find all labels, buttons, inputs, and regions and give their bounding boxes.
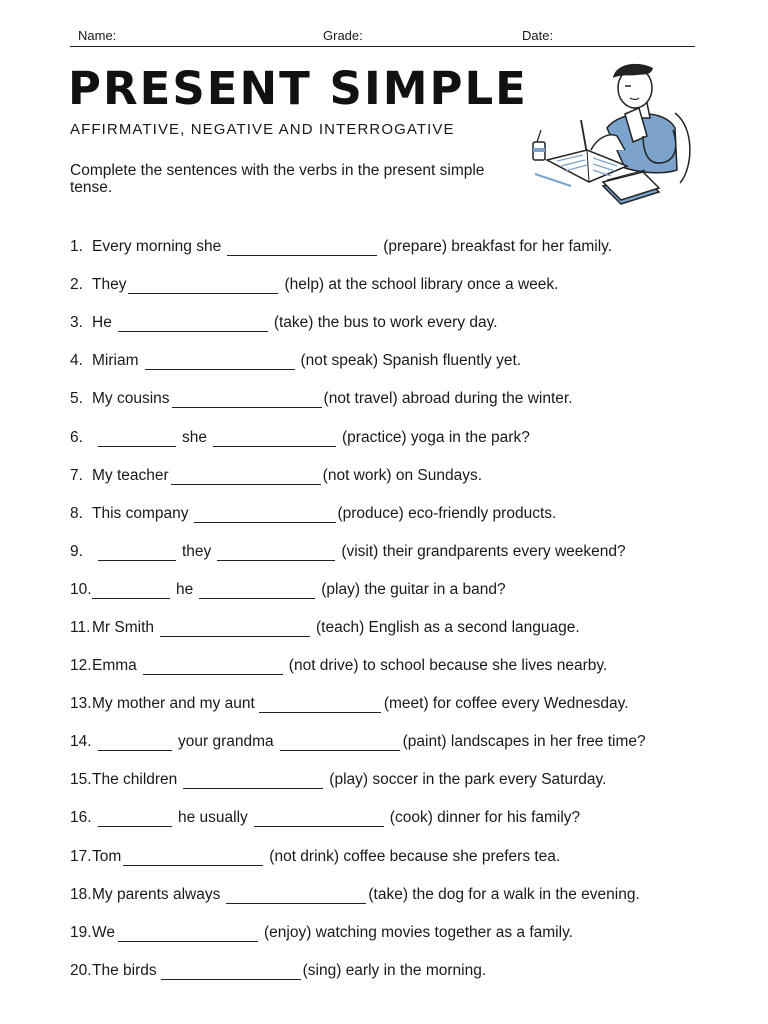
item-text-before: Tom <box>92 847 122 865</box>
answer-blank[interactable] <box>194 505 336 523</box>
exercise-item <box>70 228 710 266</box>
exercise-list <box>70 228 710 990</box>
item-text-after: (not work) on Sundays. <box>322 466 483 484</box>
item-text-before: The birds <box>92 961 157 979</box>
answer-blank[interactable] <box>128 276 278 294</box>
item-number: 3. <box>70 314 83 332</box>
item-text-middle: your grandma <box>178 733 274 751</box>
answer-blank[interactable] <box>118 924 258 942</box>
item-text-before: Miriam <box>92 352 139 370</box>
item-text-before: Mr Smith <box>92 618 154 636</box>
exercise-item <box>70 571 710 609</box>
item-number: 19. <box>70 923 92 941</box>
answer-blank[interactable] <box>123 848 263 866</box>
item-number: 13. <box>70 695 92 713</box>
answer-blank[interactable] <box>213 429 336 447</box>
item-text-before: My teacher <box>92 466 169 484</box>
item-number: 12. <box>70 657 92 675</box>
item-text-after: (produce) eco-friendly products. <box>337 504 557 522</box>
student-info-header <box>70 26 695 47</box>
item-number: 6. <box>70 428 83 446</box>
answer-blank[interactable] <box>98 733 172 751</box>
answer-blank[interactable] <box>259 695 381 713</box>
item-number: 8. <box>70 504 83 522</box>
exercise-item <box>70 418 710 456</box>
item-text-before: Every morning she <box>92 238 222 256</box>
item-number: 20. <box>70 961 92 979</box>
item-text-after: (visit) their grandparents every weekend? <box>341 542 626 560</box>
item-number: 7. <box>70 466 83 484</box>
exercise-item <box>70 685 710 723</box>
name-label: Name: <box>78 28 117 43</box>
item-text-after: (sing) early in the morning. <box>302 961 487 979</box>
date-label: Date: <box>522 28 554 43</box>
item-text-after: (meet) for coffee every Wednesday. <box>383 695 629 713</box>
item-number: 1. <box>70 238 83 256</box>
item-text-middle: she <box>182 428 207 446</box>
exercise-item <box>70 304 710 342</box>
item-text-after: (take) the dog for a walk in the evening. <box>368 885 640 903</box>
exercise-item <box>70 457 710 495</box>
answer-blank[interactable] <box>143 657 283 675</box>
answer-blank[interactable] <box>118 314 268 332</box>
item-number: 2. <box>70 276 83 294</box>
item-text-before: He <box>92 314 112 332</box>
item-text-after: (play) the guitar in a band? <box>321 580 506 598</box>
answer-blank[interactable] <box>98 543 176 561</box>
item-text-after: (not travel) abroad during the winter. <box>323 390 573 408</box>
exercise-item <box>70 342 710 380</box>
answer-blank[interactable] <box>145 352 295 370</box>
worksheet-subtitle: AFFIRMATIVE, NEGATIVE AND INTERROGATIVE <box>70 121 455 138</box>
item-text-after: (teach) English as a second language. <box>316 618 580 636</box>
item-text-after: (cook) dinner for his family? <box>389 809 581 827</box>
item-number: 15. <box>70 771 92 789</box>
item-text-before: We <box>92 923 115 941</box>
item-number: 11. <box>70 618 91 636</box>
item-text-after: (not drink) coffee because she prefers tea. <box>269 847 561 865</box>
answer-blank[interactable] <box>226 886 366 904</box>
item-text-after: (play) soccer in the park every Saturday. <box>329 771 607 789</box>
instructions-text: Complete the sentences with the verbs in the present simple tense. <box>70 162 485 196</box>
answer-blank[interactable] <box>254 809 384 827</box>
answer-blank[interactable] <box>217 543 335 561</box>
exercise-item <box>70 495 710 533</box>
answer-blank[interactable] <box>160 619 310 637</box>
exercise-item <box>70 838 710 876</box>
exercise-item <box>70 914 710 952</box>
answer-blank[interactable] <box>199 581 315 599</box>
item-text-before: My mother and my aunt <box>92 695 255 713</box>
grade-label: Grade: <box>323 28 363 43</box>
item-number: 5. <box>70 390 83 408</box>
item-number: 16. <box>70 809 92 827</box>
item-text-after: (enjoy) watching movies together as a family. <box>263 923 573 941</box>
item-text-middle: he <box>176 580 194 598</box>
answer-blank[interactable] <box>92 581 170 599</box>
item-number: 4. <box>70 352 83 370</box>
answer-blank[interactable] <box>280 733 400 751</box>
exercise-item <box>70 380 710 418</box>
exercise-item <box>70 761 710 799</box>
exercise-item <box>70 266 710 304</box>
answer-blank[interactable] <box>98 429 176 447</box>
exercise-item <box>70 876 710 914</box>
item-text-before: They <box>92 276 127 294</box>
exercise-item <box>70 533 710 571</box>
answer-blank[interactable] <box>183 771 323 789</box>
item-text-after: (paint) landscapes in her free time? <box>402 733 646 751</box>
item-number: 9. <box>70 542 83 560</box>
answer-blank[interactable] <box>161 962 301 980</box>
item-number: 10. <box>70 580 92 598</box>
answer-blank[interactable] <box>172 390 322 408</box>
exercise-item <box>70 799 710 837</box>
answer-blank[interactable] <box>98 809 172 827</box>
answer-blank[interactable] <box>227 238 377 256</box>
item-text-before: This company <box>92 504 189 522</box>
item-text-after: (not drive) to school because she lives nearby. <box>288 657 608 675</box>
item-text-middle: they <box>182 542 212 560</box>
item-text-after: (take) the bus to work every day. <box>273 314 498 332</box>
item-text-after: (help) at the school library once a week. <box>284 276 559 294</box>
item-text-before: My cousins <box>92 390 170 408</box>
exercise-item <box>70 952 710 990</box>
item-number: 17. <box>70 847 92 865</box>
item-text-before: My parents always <box>92 885 221 903</box>
item-text-middle: he usually <box>178 809 248 827</box>
answer-blank[interactable] <box>171 467 321 485</box>
item-number: 18. <box>70 885 92 903</box>
item-text-after: (prepare) breakfast for her family. <box>383 238 613 256</box>
item-number: 14. <box>70 733 92 751</box>
item-text-after: (not speak) Spanish fluently yet. <box>300 352 522 370</box>
exercise-item <box>70 647 710 685</box>
item-text-before: Emma <box>92 657 137 675</box>
student-studying-illustration <box>525 58 705 220</box>
exercise-item <box>70 609 710 647</box>
item-text-after: (practice) yoga in the park? <box>342 428 530 446</box>
exercise-item <box>70 723 710 761</box>
worksheet-title: PRESENT SIMPLE <box>68 62 528 115</box>
item-text-before: The children <box>92 771 178 789</box>
